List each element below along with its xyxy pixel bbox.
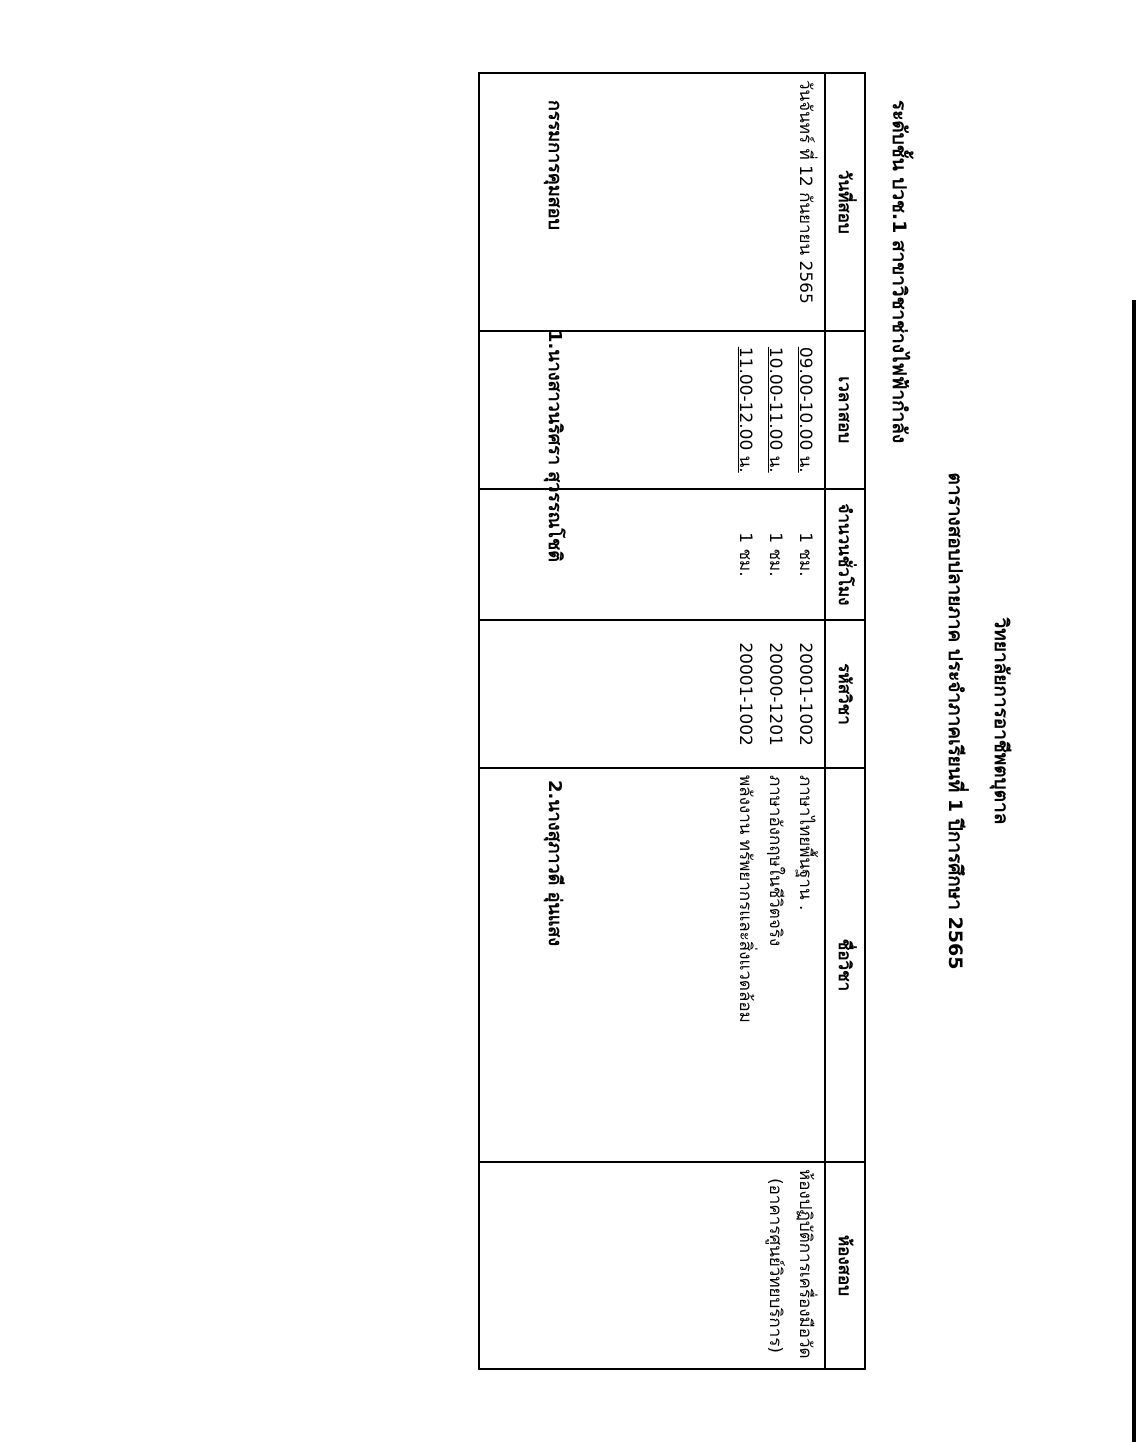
college-name: วิทยาลัยการอาชีพตบุตาล	[990, 617, 1012, 825]
room-name: ห้องปฏิบัติการเครื่องมือวัด	[795, 1168, 815, 1359]
room-building: (อาคารศูนย์วิทยบริการ)	[765, 1177, 785, 1354]
hours-value: 1 ชม.	[735, 532, 755, 577]
table-header-row	[825, 73, 865, 1369]
subject-cell	[479, 768, 825, 1162]
subject-code: 20001-1002	[795, 642, 815, 746]
class-level: ระดับชั้น ปวช.1 สาขาวิชาช่างไฟฟ้ากำลัง	[888, 100, 910, 444]
proctor-2: 2.นางสุภาวดี อุ่นแสง	[544, 780, 565, 947]
subject-code: 20001-1002	[735, 642, 755, 746]
code-cell	[479, 620, 825, 768]
header-code: รหัสวิชา	[825, 620, 865, 768]
date-cell	[479, 73, 825, 331]
schedule-title: ตารางสอบปลายภาค ประจำภาคเรียนที่ 1 ปีการศึกษา 2565	[944, 472, 966, 970]
header-date: วันที่สอบ	[825, 73, 865, 331]
table-row	[479, 73, 825, 1369]
time-slot: 10.00-11.00 น.	[765, 346, 785, 473]
subject-name: ภาษาไทยพื้นฐาน .	[795, 774, 815, 911]
proctor-label: กรรมการคุมสอบ	[544, 100, 565, 230]
header-subject: ชื่อวิชา	[825, 768, 865, 1162]
hours-value: 1 ชม.	[765, 532, 785, 577]
header-hours: จำนวนชั่วโมง	[825, 489, 865, 621]
exam-date: วันจันทร์ ที่ 12 กันยายน 2565	[795, 80, 815, 304]
time-slot: 09.00-10.00 น.	[795, 346, 815, 473]
time-cell	[479, 331, 825, 489]
proctor-1: 1.นางสาวนริศรา สุวรรณโชติ	[544, 330, 565, 562]
hours-cell	[479, 489, 825, 621]
header-room: ห้องสอบ	[825, 1162, 865, 1369]
exam-schedule-table	[478, 72, 866, 1370]
time-slot: 11.00-12.00 น.	[735, 346, 755, 473]
subject-code: 20000-1201	[765, 642, 785, 746]
room-cell	[479, 1162, 825, 1369]
subject-name: ภาษาอังกฤษในชีวิตจริง	[765, 774, 785, 947]
header-time: เวลาสอบ	[825, 331, 865, 489]
hours-value: 1 ชม.	[795, 532, 815, 577]
subject-name: พลังงาน ทรัพยากรและสิ่งแวดล้อม	[735, 774, 755, 1023]
